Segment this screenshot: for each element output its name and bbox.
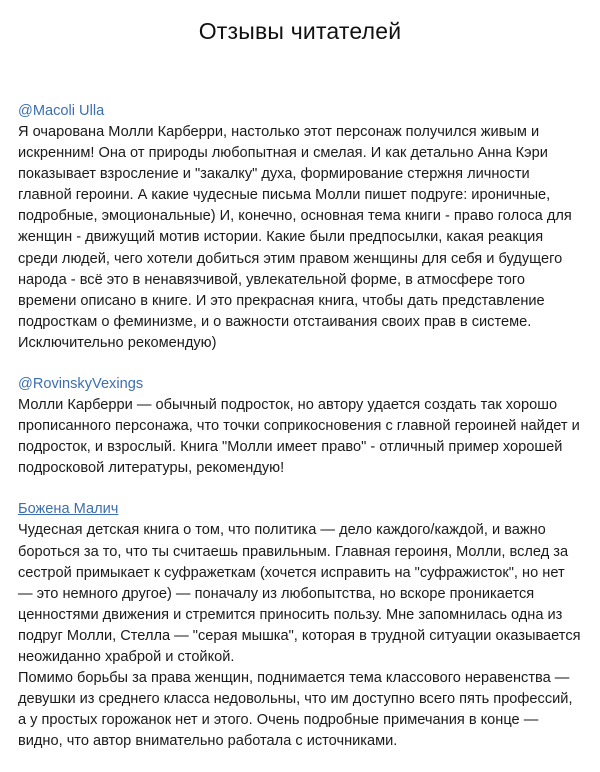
review-text-line: неожиданно храброй и стойкой. — [18, 648, 235, 665]
review-item — [18, 374, 596, 479]
review-text — [18, 122, 596, 354]
review-text-line: подруг Молли, Стелла — "серая мышка", которая в трудной ситуации оказывается — [18, 627, 581, 644]
review-text-line: видно, что автор внимательно работала с источниками. — [18, 733, 398, 750]
review-text-line: Я очарована Молли Карберри, настолько этот персонаж получился живым и — [18, 124, 540, 140]
review-text-line: а у простых горожанок нет и этого. Очень подробные примечания в конце — — [18, 712, 539, 729]
review-text-line: подросковой литературы, рекомендую! — [18, 460, 285, 477]
review-text-line: показывает взросление и "закалку" духа, формирование стержня личности — [18, 166, 530, 183]
review-text-line: подробные, эмоциональные) И, конечно, основная тема книги - право голоса для — [18, 208, 572, 225]
review-text-line: прописанного персонажа, что точки соприкосновения с главной героиней найдет и — [18, 418, 580, 435]
review-text-line: времени описано в книге. И это прекрасная книга, чтобы дать представление — [18, 292, 545, 309]
review-author-link[interactable]: Божена Малич — [18, 501, 119, 518]
review-text-line: главной героини. А какие чудесные письма Молли пишет подруге: ироничные, — [18, 187, 551, 204]
review-item — [18, 101, 596, 354]
review-text-line: Чудесная детская книга о том, что политика — дело каждого/каждой, и важно — [18, 522, 546, 539]
review-text-line: подросток, и взрослый. Книга "Молли имеет право" - отличный пример хорошей — [18, 439, 563, 456]
review-text-line: подросткам о феминизме, и о важности отстаивания своих прав в системе. — [18, 313, 532, 330]
review-item — [18, 499, 596, 752]
review-text-line: девушки из среднего класса недовольны, что им доступно всего пять профессий, — [18, 691, 573, 708]
review-text-line: женщин - движущий мотив истории. Какие были предпосылки, какая реакция — [18, 229, 544, 246]
reviews-list — [18, 101, 596, 772]
review-text-line: Исключительно рекомендую) — [18, 334, 217, 351]
review-text-line: искренним! Она от природы любопытная и смелая. И как детально Анна Кэри — [18, 145, 548, 162]
review-author-link[interactable]: @RovinskyVexings — [18, 376, 144, 393]
review-text-line: — это немного другое) — поначалу из любопытства, но вскоре проникается — [18, 585, 535, 602]
review-text-line: Молли Карберри — обычный подросток, но автору удается создать так хорошо — [18, 397, 558, 414]
review-text-line: бороться за то, что ты считаешь правильным. Главная героиня, Молли, вслед за — [18, 543, 569, 560]
review-text — [18, 520, 596, 752]
review-text-line: среди людей, чего хотели добиться этим правом женщины для себя и будущего — [18, 250, 563, 267]
review-text-line: народа - всё это в ненавязчивой, увлекательной форме, в атмосфере того — [18, 271, 526, 288]
review-text — [18, 395, 596, 479]
review-author-link[interactable]: @Macoli Ulla — [18, 103, 105, 119]
review-text-line: сестрой примыкает к суфражеткам (хочется исправить на "суфражисток", но нет — [18, 564, 565, 581]
review-text-line: ценностями движения и стремится приносить пользу. Мне запомнилась одна из — [18, 606, 563, 623]
review-text-line: Помимо борьбы за права женщин, поднимается тема классового неравенства — — [18, 670, 570, 687]
page-title: Отзывы читателей — [198, 18, 402, 44]
